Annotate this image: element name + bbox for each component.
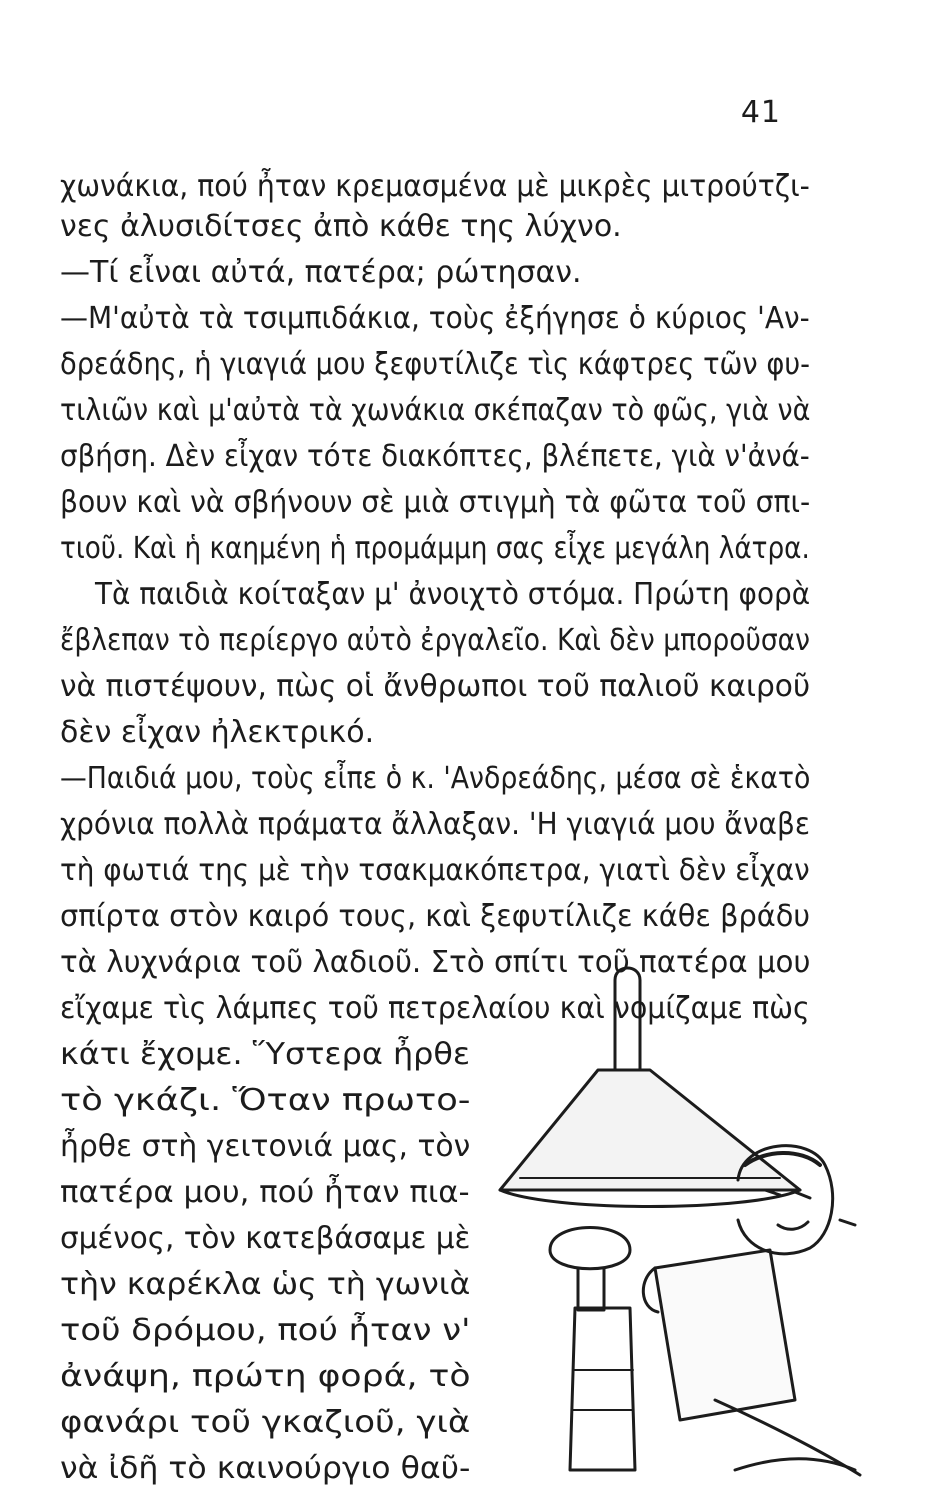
lamp-shade bbox=[500, 1070, 800, 1190]
text-line: δὲν εἶχαν ἠλεκτρικό. bbox=[60, 715, 375, 750]
text-line: χωνάκια, πού ἦταν κρεμασμένα μὲ μικρὲς μιτρούτζι- bbox=[60, 169, 810, 204]
text-line: νες ἀλυσιδίτσες ἀπὸ κάθε της λύχνο. bbox=[60, 209, 622, 244]
text-line: τιοῦ. Καὶ ἡ καημένη ἡ προμάμμη σας εἶχε μεγάλη λάτρα. bbox=[60, 531, 810, 566]
text-line: σβήση. Δὲν εἶχαν τότε διακόπτες, βλέπετε, γιὰ ν'ἀνά- bbox=[60, 439, 810, 474]
text-line: βουν καὶ νὰ σβήνουν σὲ μιὰ στιγμὴ τὰ φῶτα τοῦ σπι- bbox=[60, 485, 811, 520]
text-line: —Τί εἶναι αὐτά, πατέρα; ρώτησαν. bbox=[60, 255, 582, 290]
text-line: τὴ φωτιά της μὲ τὴν τσακμακόπετρα, γιατὶ δὲν εἶχαν bbox=[60, 853, 810, 888]
page-number: 41 bbox=[740, 95, 781, 130]
text-line: ἀνάψη, πρώτη φορά, τὸ bbox=[60, 1359, 471, 1394]
text-line: κάτι ἔχομε. Ὕστερα ἦρθε bbox=[60, 1037, 471, 1072]
text-line: —Παιδιά μου, τοὺς εἶπε ὁ κ. 'Ανδρεάδης, μέσα σὲ ἑκατὸ bbox=[60, 761, 811, 796]
text-line: νὰ ἰδῆ τὸ καινούργιο θαῦ- bbox=[60, 1451, 471, 1486]
text-line: τὴν καρέκλα ὡς τὴ γωνιὰ bbox=[60, 1267, 471, 1302]
text-line: Τὰ παιδιὰ κοίταξαν μ' ἀνοιχτὸ στόμα. Πρώτη φορὰ bbox=[95, 577, 811, 612]
text-line: εἴχαμε τὶς λάμπες τοῦ πετρελαίου καὶ νομίζαμε πὼς bbox=[60, 991, 810, 1026]
lamp-glass bbox=[570, 1308, 635, 1470]
text-line: χρόνια πολλὰ πράματα ἄλλαξαν. 'Η γιαγιά μου ἄναβε bbox=[60, 807, 810, 842]
paper bbox=[655, 1250, 795, 1420]
text-line: σμένος, τὸν κατεβάσαμε μὲ bbox=[60, 1221, 471, 1256]
text-line: νὰ πιστέψουν, πὼς οἱ ἄνθρωποι τοῦ παλιοῦ καιροῦ bbox=[60, 669, 811, 704]
text-line: τὸ γκάζι. Ὅταν πρωτο- bbox=[60, 1083, 471, 1118]
text-line: ἔβλεπαν τὸ περίεργο αὐτὸ ἐργαλεῖο. Καὶ δὲν μποροῦσαν bbox=[60, 623, 811, 658]
gas-lamp-illustration bbox=[480, 950, 880, 1490]
text-line: δρεάδης, ἡ γιαγιά μου ξεφυτίλιζε τὶς κάφτρες τῶν φυ- bbox=[60, 347, 811, 382]
text-line: πατέρα μου, πού ἦταν πια- bbox=[60, 1175, 470, 1210]
text-line: —Μ'αὐτὰ τὰ τσιμπιδάκια, τοὺς ἐξήγησε ὁ κύριος 'Αν- bbox=[60, 301, 810, 336]
text-line: σπίρτα στὸν καιρό τους, καὶ ξεφυτίλιζε κάθε βράδυ bbox=[60, 899, 811, 934]
text-line: φανάρι τοῦ γκαζιοῦ, γιὰ bbox=[60, 1405, 471, 1440]
text-line: τοῦ δρόμου, πού ἦταν ν' bbox=[60, 1313, 471, 1348]
lamp-burner bbox=[550, 1228, 630, 1269]
text-line: τιλιῶν καὶ μ'αὐτὰ τὰ χωνάκια σκέπαζαν τὸ φῶς, γιὰ νὰ bbox=[60, 393, 811, 428]
text-line: τὰ λυχνάρια τοῦ λαδιοῦ. Στὸ σπίτι τοῦ πατέρα μου bbox=[60, 945, 811, 980]
text-line: ἦρθε στὴ γειτονιά μας, τὸν bbox=[60, 1129, 471, 1164]
